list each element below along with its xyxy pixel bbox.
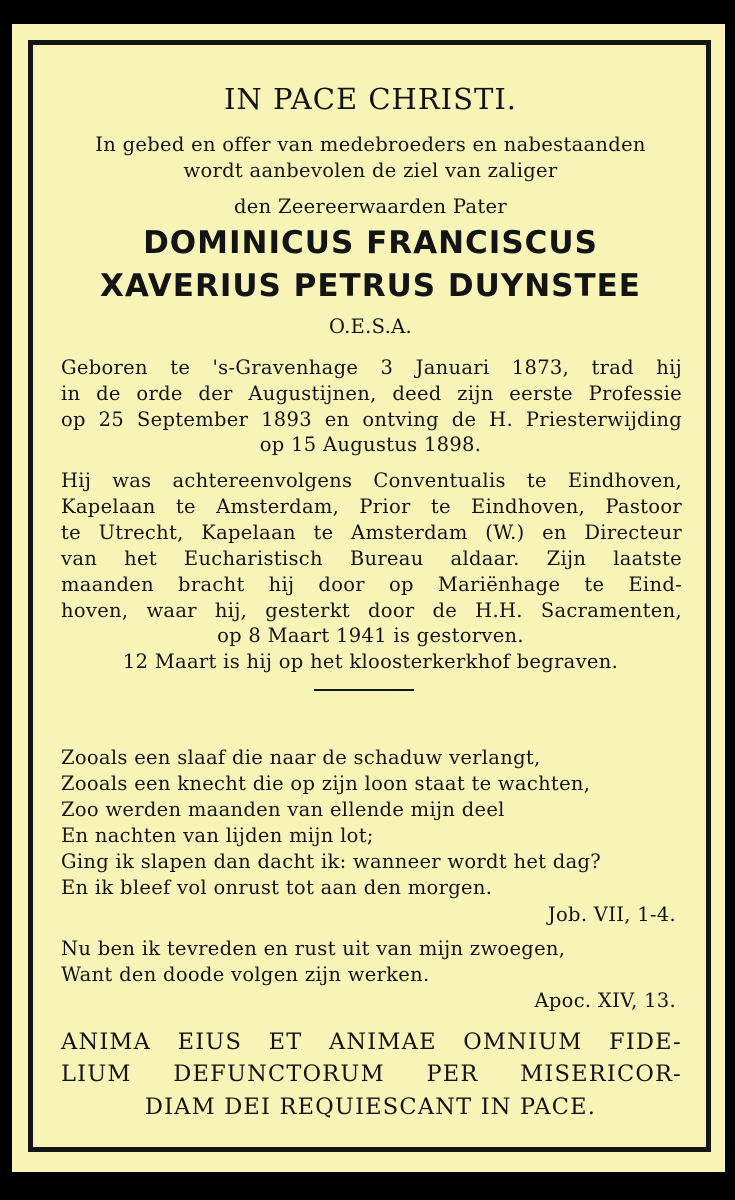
heading: IN PACE CHRISTI. bbox=[223, 82, 518, 116]
bio-line: op 8 Maart 1941 is gestorven. bbox=[217, 624, 524, 647]
card-border bbox=[28, 40, 711, 1152]
bio-line: op 15 Augustus 1898. bbox=[259, 433, 482, 456]
bio-line: Hij was achtereenvolgens Conventualis te Eindhoven, bbox=[61, 469, 682, 492]
bio-line: Geboren te 's-Gravenhage 3 Januari 1873, trad hij bbox=[61, 356, 682, 379]
divider bbox=[314, 689, 414, 691]
bio-line: Kapelaan te Amsterdam, Prior te Eindhoven, Pastoor bbox=[61, 495, 682, 518]
verse-reference: Job. VII, 1-4. bbox=[547, 903, 676, 926]
verse-line: Zoo werden maanden van ellende mijn deel bbox=[61, 798, 505, 821]
bio-line: te Utrecht, Kapelaan te Amsterdam (W.) en Directeur bbox=[61, 521, 682, 544]
bio-line: 12 Maart is hij op het kloosterkerkhof begraven. bbox=[122, 650, 619, 673]
verse-line: Zooals een slaaf die naar de schaduw verlangt, bbox=[61, 746, 541, 769]
name-line: DOMINICUS FRANCISCUS bbox=[143, 225, 598, 261]
memorial-card bbox=[12, 24, 725, 1172]
honorific: den Zeereerwaarden Pater bbox=[234, 195, 507, 218]
bio-line: in de orde der Augustijnen, deed zijn eerste Professie bbox=[61, 382, 682, 405]
verse-line: Nu ben ik tevreden en rust uit van mijn zwoegen, bbox=[61, 937, 566, 960]
verse-line: Ging ik slapen dan dacht ik: wanneer wordt het dag? bbox=[61, 850, 602, 873]
name-line: XAVERIUS PETRUS DUYNSTEE bbox=[100, 268, 641, 304]
bio-line: maanden bracht hij door op Mariënhage te Eind- bbox=[61, 573, 682, 596]
verse-line: Zooals een knecht die op zijn loon staat te wachten, bbox=[61, 772, 591, 795]
verse-line: En nachten van lijden mijn lot; bbox=[61, 824, 374, 847]
verse-line: Want den doode volgen zijn werken. bbox=[61, 963, 430, 986]
prayer-line: DIAM DEI REQUIESCANT IN PACE. bbox=[144, 1094, 597, 1120]
verse-line: En ik bleef vol onrust tot aan den morgen. bbox=[61, 876, 493, 899]
order-abbreviation: O.E.S.A. bbox=[328, 315, 413, 338]
bio-line: van het Eucharistisch Bureau aldaar. Zijn laatste bbox=[61, 547, 682, 570]
bio-line: hoven, waar hij, gesterkt door de H.H. Sacramenten, bbox=[61, 599, 682, 622]
intro-line: wordt aanbevolen de ziel van zaliger bbox=[183, 159, 558, 182]
prayer-line: ANIMA EIUS ET ANIMAE OMNIUM FIDE- bbox=[61, 1029, 682, 1055]
intro-line: In gebed en offer van medebroeders en nabestaanden bbox=[95, 133, 646, 156]
bio-line: op 25 September 1893 en ontving de H. Priesterwijding bbox=[61, 408, 682, 431]
prayer-line: LIUM DEFUNCTORUM PER MISERICOR- bbox=[61, 1061, 682, 1087]
verse-reference: Apoc. XIV, 13. bbox=[534, 989, 676, 1012]
